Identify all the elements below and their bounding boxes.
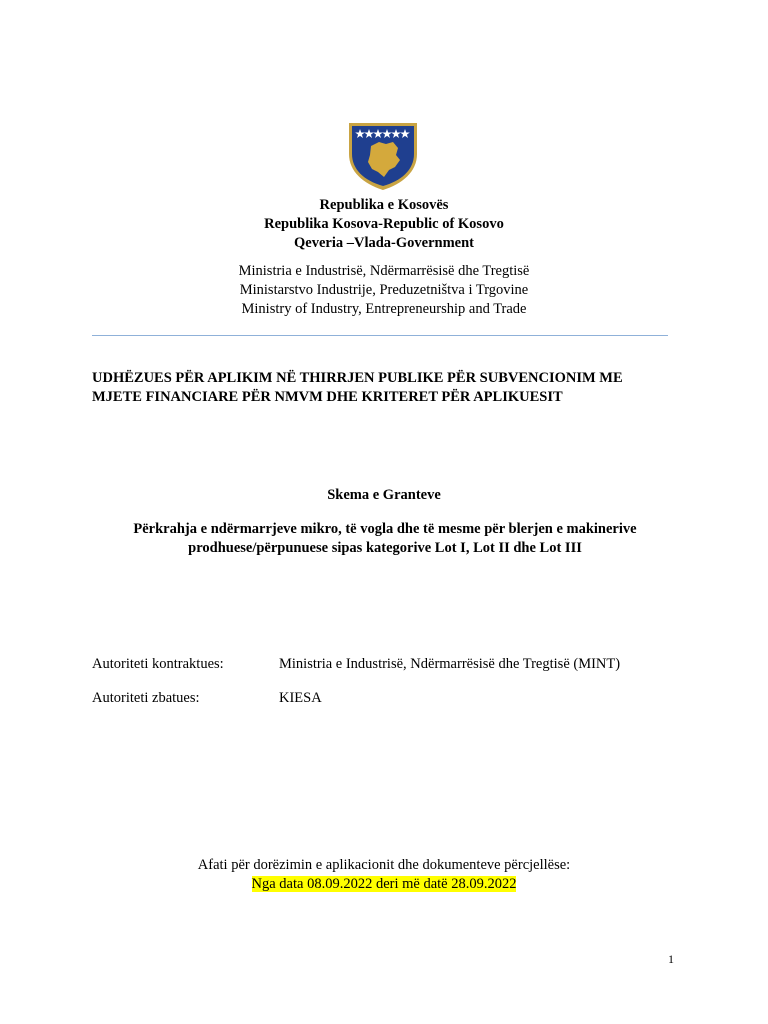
header-line-government: Qeveria –Vlada-Government (293, 235, 474, 251)
submission-deadline (0, 856, 768, 894)
document-title-line-2: MJETE FINANCIARE PËR NMVM DHE KRITERET PËR APLIKUESIT (92, 389, 563, 405)
document-title (92, 369, 682, 407)
scheme-description (92, 520, 678, 558)
scheme-description-line-1: Përkrahja e ndërmarrjeve mikro, të vogla dhe të mesme për blerjen e makinerive (133, 521, 637, 537)
ministry-name-sr: Ministarstvo Industrije, Preduzetništva i Trgovine (239, 282, 529, 298)
contracting-authority-label: Autoriteti kontraktues: (92, 656, 224, 672)
implementing-authority-value: KIESA (279, 690, 322, 706)
ministry-name-sq: Ministria e Industrisë, Ndërmarrësisë dhe Tregtisë (238, 263, 530, 279)
page-number: 1 (668, 952, 674, 966)
implementing-authority-label: Autoriteti zbatues: (92, 690, 200, 706)
ministry-name-en: Ministry of Industry, Entrepreneurship and Trade (241, 301, 527, 317)
contracting-authority-value: Ministria e Industrisë, Ndërmarrësisë dhe Tregtisë (MINT) (279, 656, 621, 672)
document-title-line-1: UDHËZUES PËR APLIKIM NË THIRRJEN PUBLIKE PËR SUBVENCIONIM ME (92, 370, 623, 386)
deadline-label: Afati për dorëzimin e aplikacionit dhe dokumenteve përcjellëse: (197, 857, 571, 873)
kosovo-coat-of-arms-icon (346, 120, 420, 192)
header-line-republic-sq: Republika e Kosovës (319, 197, 449, 213)
scheme-description-line-2: prodhuese/përpunuese sipas kategorive Lot I, Lot II dhe Lot III (188, 540, 582, 556)
header-divider (92, 335, 668, 336)
ministry-header (0, 262, 768, 319)
header-line-republic-multi: Republika Kosova-Republic of Kosovo (264, 216, 504, 232)
government-header (0, 196, 768, 253)
scheme-title: Skema e Granteve (327, 487, 441, 503)
deadline-dates: Nga data 08.09.2022 deri më datë 28.09.2022 (251, 876, 517, 892)
